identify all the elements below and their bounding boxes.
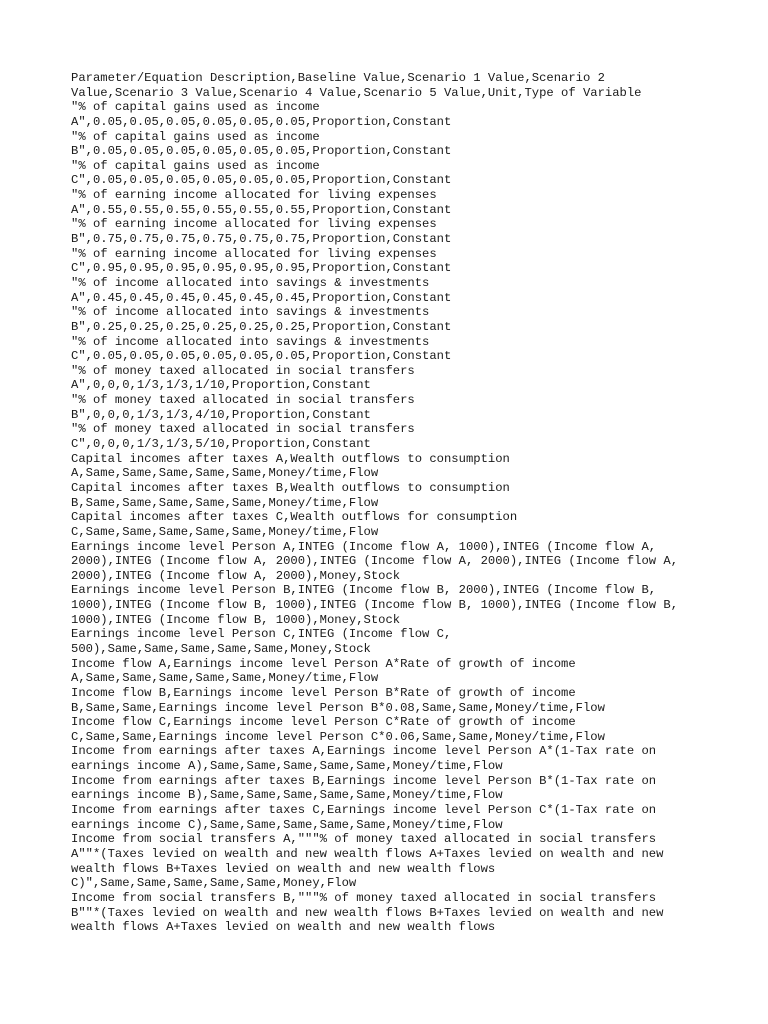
document-line: 500),Same,Same,Same,Same,Same,Money,Stock xyxy=(71,641,371,656)
document-line: Earnings income level Person C,INTEG (Income flow C, xyxy=(71,627,452,642)
document-line: earnings income C),Same,Same,Same,Same,Same,Money/time,Flow xyxy=(71,817,503,832)
document-line: C,Same,Same,Earnings income level Person C*0.06,Same,Same,Money/time,Flow xyxy=(71,729,605,744)
document-line: Income from social transfers B,"""% of money taxed allocated in social transfers xyxy=(71,890,657,905)
document-line: C)",Same,Same,Same,Same,Same,Money,Flow xyxy=(71,876,357,891)
document-line: Earnings income level Person B,INTEG (Income flow B, 2000),INTEG (Income flow B, xyxy=(71,583,657,598)
document-line: Income flow C,Earnings income level Person C*Rate of growth of income xyxy=(71,715,576,730)
document-page xyxy=(71,71,731,935)
document-line: A,Same,Same,Same,Same,Same,Money/time,Flow xyxy=(71,671,379,686)
document-line: B""*(Taxes levied on wealth and new wealth flows B+Taxes levied on wealth and new xyxy=(71,905,664,920)
document-line: A",0.55,0.55,0.55,0.55,0.55,0.55,Proportion,Constant xyxy=(71,202,452,217)
document-line: 2000),INTEG (Income flow A, 2000),INTEG (Income flow A, 2000),INTEG (Income flow A, xyxy=(71,554,679,569)
document-line: C",0.05,0.05,0.05,0.05,0.05,0.05,Proportion,Constant xyxy=(71,173,452,188)
document-line: 1000),INTEG (Income flow B, 1000),Money,Stock xyxy=(71,612,401,627)
document-line: 2000),INTEG (Income flow A, 2000),Money,Stock xyxy=(71,568,401,583)
document-line: 1000),INTEG (Income flow B, 1000),INTEG (Income flow B, 1000),INTEG (Income flow B, xyxy=(71,598,679,613)
document-line: A,Same,Same,Same,Same,Same,Money/time,Flow xyxy=(71,466,379,481)
document-line: A",0.45,0.45,0.45,0.45,0.45,0.45,Proportion,Constant xyxy=(71,290,452,305)
document-line: "% of capital gains used as income xyxy=(71,129,320,144)
document-line: wealth flows B+Taxes levied on wealth and new wealth flows xyxy=(71,861,496,876)
document-line: earnings income A),Same,Same,Same,Same,Same,Money/time,Flow xyxy=(71,759,503,774)
document-line: Parameter/Equation Description,Baseline Value,Scenario 1 Value,Scenario 2 xyxy=(71,71,605,85)
document-line: B,Same,Same,Same,Same,Same,Money/time,Flow xyxy=(71,495,379,510)
document-line: "% of money taxed allocated in social transfers xyxy=(71,422,415,437)
document-line: C",0.95,0.95,0.95,0.95,0.95,0.95,Proportion,Constant xyxy=(71,261,452,276)
document-line: B",0.75,0.75,0.75,0.75,0.75,0.75,Proportion,Constant xyxy=(71,232,452,247)
document-line: B",0.25,0.25,0.25,0.25,0.25,0.25,Proportion,Constant xyxy=(71,319,452,334)
document-line: "% of income allocated into savings & investments xyxy=(71,275,430,290)
document-line: B",0,0,0,1/3,1/3,4/10,Proportion,Constant xyxy=(71,407,371,422)
document-line: wealth flows A+Taxes levied on wealth and new wealth flows xyxy=(71,920,496,935)
document-line: "% of capital gains used as income xyxy=(71,158,320,173)
document-line: Capital incomes after taxes C,Wealth outflows for consumption xyxy=(71,510,518,525)
document-line: A",0.05,0.05,0.05,0.05,0.05,0.05,Proportion,Constant xyxy=(71,114,452,129)
document-line: Income from earnings after taxes A,Earnings income level Person A*(1-Tax rate on xyxy=(71,744,657,759)
document-line: "% of income allocated into savings & investments xyxy=(71,305,430,320)
document-line: Income flow B,Earnings income level Person B*Rate of growth of income xyxy=(71,685,576,700)
document-line: B,Same,Same,Earnings income level Person B*0.08,Same,Same,Money/time,Flow xyxy=(71,700,605,715)
document-line: Value,Scenario 3 Value,Scenario 4 Value,Scenario 5 Value,Unit,Type of Variable xyxy=(71,85,642,100)
document-line: Income from social transfers A,"""% of money taxed allocated in social transfers xyxy=(71,832,657,847)
document-line: "% of earning income allocated for living expenses xyxy=(71,217,437,232)
document-line: Income from earnings after taxes C,Earnings income level Person C*(1-Tax rate on xyxy=(71,803,657,818)
document-line: "% of capital gains used as income xyxy=(71,100,320,115)
document-line: Income flow A,Earnings income level Person A*Rate of growth of income xyxy=(71,656,576,671)
document-line: "% of income allocated into savings & investments xyxy=(71,334,430,349)
document-line: earnings income B),Same,Same,Same,Same,Same,Money/time,Flow xyxy=(71,788,503,803)
document-line: Capital incomes after taxes A,Wealth outflows to consumption xyxy=(71,451,510,466)
document-line: "% of money taxed allocated in social transfers xyxy=(71,363,415,378)
document-line: B",0.05,0.05,0.05,0.05,0.05,0.05,Proportion,Constant xyxy=(71,144,452,159)
document-line: C",0,0,0,1/3,1/3,5/10,Proportion,Constant xyxy=(71,437,371,452)
document-line: C",0.05,0.05,0.05,0.05,0.05,0.05,Proportion,Constant xyxy=(71,349,452,364)
document-line: Capital incomes after taxes B,Wealth outflows to consumption xyxy=(71,480,510,495)
document-line: "% of money taxed allocated in social transfers xyxy=(71,393,415,408)
document-line: Income from earnings after taxes B,Earnings income level Person B*(1-Tax rate on xyxy=(71,773,657,788)
document-line: A",0,0,0,1/3,1/3,1/10,Proportion,Constant xyxy=(71,378,371,393)
document-line: C,Same,Same,Same,Same,Same,Money/time,Flow xyxy=(71,524,379,539)
document-line: Earnings income level Person A,INTEG (Income flow A, 1000),INTEG (Income flow A, xyxy=(71,539,657,554)
document-line: "% of earning income allocated for living expenses xyxy=(71,246,437,261)
document-line: A""*(Taxes levied on wealth and new wealth flows A+Taxes levied on wealth and new xyxy=(71,846,664,861)
document-line: "% of earning income allocated for living expenses xyxy=(71,188,437,203)
